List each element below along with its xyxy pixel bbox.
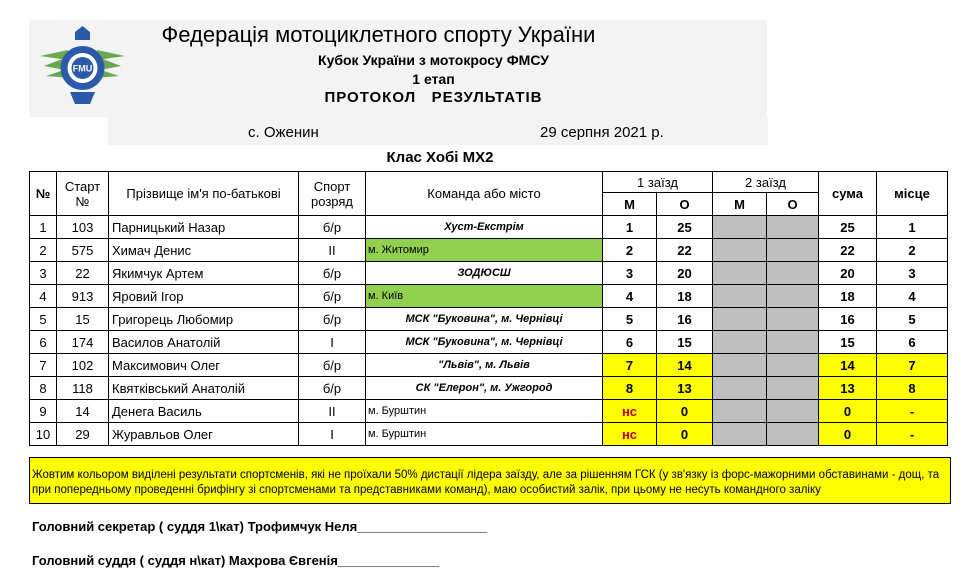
row-num: 7 — [30, 354, 57, 377]
row-m2 — [713, 308, 767, 331]
row-name: Яровий Ігор — [109, 285, 299, 308]
row-num: 10 — [30, 423, 57, 446]
row-start: 14 — [57, 400, 109, 423]
row-o1: 18 — [657, 285, 713, 308]
row-name: Квятківський Анатолій — [109, 377, 299, 400]
row-num: 8 — [30, 377, 57, 400]
row-name: Денега Василь — [109, 400, 299, 423]
row-start: 22 — [57, 262, 109, 285]
row-team: МСК "Буковина", м. Чернівці — [366, 308, 603, 331]
row-place: - — [877, 400, 948, 423]
row-o2 — [767, 423, 819, 446]
event-date: 29 серпня 2021 р. — [540, 124, 664, 141]
col-start: Старт № — [57, 172, 109, 216]
col-race1-o: О — [657, 193, 713, 216]
row-team: м. Київ — [366, 285, 603, 308]
row-sum: 13 — [819, 377, 877, 400]
row-team: м. Бурштин — [366, 423, 603, 446]
row-start: 174 — [57, 331, 109, 354]
row-start: 103 — [57, 216, 109, 239]
row-place: 5 — [877, 308, 948, 331]
row-m2 — [713, 216, 767, 239]
svg-text:FMU: FMU — [72, 63, 93, 74]
row-sum: 0 — [819, 423, 877, 446]
row-rank: б/р — [299, 354, 366, 377]
row-sum: 15 — [819, 331, 877, 354]
row-m1: 6 — [603, 331, 657, 354]
row-m2 — [713, 354, 767, 377]
col-num: № — [30, 172, 57, 216]
row-place: - — [877, 423, 948, 446]
row-team: "Львів", м. Львів — [366, 354, 603, 377]
row-place: 3 — [877, 262, 948, 285]
row-num: 3 — [30, 262, 57, 285]
row-name: Якимчук Артем — [109, 262, 299, 285]
row-rank: II — [299, 239, 366, 262]
row-num: 2 — [30, 239, 57, 262]
row-team: СК "Елерон", м. Ужгород — [366, 377, 603, 400]
federation-title: Федерація мотоциклетного спорту України — [161, 22, 596, 47]
row-o1: 22 — [657, 239, 713, 262]
row-start: 29 — [57, 423, 109, 446]
chief-judge-signature: Головний суддя ( суддя н\кат) Махрова Євгенія______________ — [32, 553, 440, 568]
row-team: МСК "Буковина", м. Чернівці — [366, 331, 603, 354]
row-sum: 20 — [819, 262, 877, 285]
stage-title: 1 етап — [412, 71, 455, 87]
row-o2 — [767, 285, 819, 308]
table-row — [30, 216, 948, 239]
row-sum: 25 — [819, 216, 877, 239]
table-row — [30, 400, 948, 423]
row-name: Парницький Назар — [109, 216, 299, 239]
row-sum: 16 — [819, 308, 877, 331]
row-m1: 7 — [603, 354, 657, 377]
row-name: Василов Анатолій — [109, 331, 299, 354]
row-rank: б/р — [299, 377, 366, 400]
row-num: 5 — [30, 308, 57, 331]
row-m2 — [713, 400, 767, 423]
protocol-title: ПРОТОКОЛ РЕЗУЛЬТАТІВ — [324, 89, 543, 106]
row-m1: 8 — [603, 377, 657, 400]
row-m2 — [713, 239, 767, 262]
row-o1: 15 — [657, 331, 713, 354]
col-sum: сума — [819, 172, 877, 216]
row-name: Журавльов Олег — [109, 423, 299, 446]
row-start: 102 — [57, 354, 109, 377]
row-start: 575 — [57, 239, 109, 262]
col-race1: 1 заїзд — [603, 172, 713, 193]
event-place: с. Оженин — [248, 124, 319, 141]
row-rank: II — [299, 400, 366, 423]
col-place: місце — [877, 172, 948, 216]
row-rank: б/р — [299, 285, 366, 308]
table-row — [30, 285, 948, 308]
row-rank: I — [299, 423, 366, 446]
row-place: 8 — [877, 377, 948, 400]
row-m1: нс — [603, 400, 657, 423]
row-name: Химач Денис — [109, 239, 299, 262]
row-m2 — [713, 423, 767, 446]
row-team: Хуст-Екстрім — [366, 216, 603, 239]
row-m2 — [713, 377, 767, 400]
row-place: 7 — [877, 354, 948, 377]
row-start: 118 — [57, 377, 109, 400]
row-num: 4 — [30, 285, 57, 308]
row-o2 — [767, 377, 819, 400]
row-o1: 14 — [657, 354, 713, 377]
cup-title: Кубок України з мотокросу ФМСУ — [318, 52, 549, 68]
row-rank: б/р — [299, 262, 366, 285]
row-num: 1 — [30, 216, 57, 239]
results-table — [29, 171, 948, 446]
place-date-background — [108, 117, 768, 145]
row-o1: 25 — [657, 216, 713, 239]
row-start: 913 — [57, 285, 109, 308]
row-place: 4 — [877, 285, 948, 308]
row-num: 6 — [30, 331, 57, 354]
row-start: 15 — [57, 308, 109, 331]
row-m1: 4 — [603, 285, 657, 308]
row-sum: 14 — [819, 354, 877, 377]
row-o1: 20 — [657, 262, 713, 285]
row-team: м. Житомир — [366, 239, 603, 262]
row-o2 — [767, 239, 819, 262]
class-title: Клас Хобі МХ2 — [386, 149, 494, 166]
row-rank: б/р — [299, 216, 366, 239]
table-row — [30, 239, 948, 262]
row-o2 — [767, 262, 819, 285]
col-name: Прізвище ім'я по-батькові — [109, 172, 299, 216]
chief-secretary-signature: Головний секретар ( суддя 1\кат) Трофимчук Неля__________________ — [32, 519, 488, 534]
col-rank: Спорт розряд — [299, 172, 366, 216]
row-name: Максимович Олег — [109, 354, 299, 377]
row-o2 — [767, 400, 819, 423]
col-race1-m: М — [603, 193, 657, 216]
row-place: 1 — [877, 216, 948, 239]
row-place: 6 — [877, 331, 948, 354]
row-place: 2 — [877, 239, 948, 262]
row-rank: I — [299, 331, 366, 354]
row-o1: 0 — [657, 400, 713, 423]
yellow-note: Жовтим кольором виділені результати спортсменів, які не проїхали 50% дистації лідера заїзду, але за рішенням ГСК (у зв'язку із форс-мажорними обставинами - дощ, та при попередньому проведенні брифінгу зі спортсменами та представниками команд), маю особистий залік, при цьому не несуть командного заліку — [29, 457, 951, 504]
row-m2 — [713, 331, 767, 354]
row-o2 — [767, 354, 819, 377]
row-m1: нс — [603, 423, 657, 446]
table-row — [30, 423, 948, 446]
row-m1: 2 — [603, 239, 657, 262]
row-o1: 13 — [657, 377, 713, 400]
row-m1: 1 — [603, 216, 657, 239]
table-row — [30, 354, 948, 377]
table-row — [30, 308, 948, 331]
row-rank: б/р — [299, 308, 366, 331]
row-num: 9 — [30, 400, 57, 423]
row-o1: 0 — [657, 423, 713, 446]
row-sum: 22 — [819, 239, 877, 262]
row-o1: 16 — [657, 308, 713, 331]
row-sum: 0 — [819, 400, 877, 423]
row-o2 — [767, 308, 819, 331]
row-team: м. Бурштин — [366, 400, 603, 423]
col-race2: 2 заїзд — [713, 172, 819, 193]
row-sum: 18 — [819, 285, 877, 308]
row-m1: 5 — [603, 308, 657, 331]
col-race2-o: О — [767, 193, 819, 216]
row-m1: 3 — [603, 262, 657, 285]
table-row — [30, 377, 948, 400]
row-o2 — [767, 216, 819, 239]
row-name: Григорець Любомир — [109, 308, 299, 331]
table-row — [30, 262, 948, 285]
col-race2-m: М — [713, 193, 767, 216]
row-m2 — [713, 285, 767, 308]
table-row — [30, 331, 948, 354]
row-team: ЗОДЮСШ — [366, 262, 603, 285]
row-m2 — [713, 262, 767, 285]
row-o2 — [767, 331, 819, 354]
col-team: Команда або місто — [366, 172, 603, 216]
